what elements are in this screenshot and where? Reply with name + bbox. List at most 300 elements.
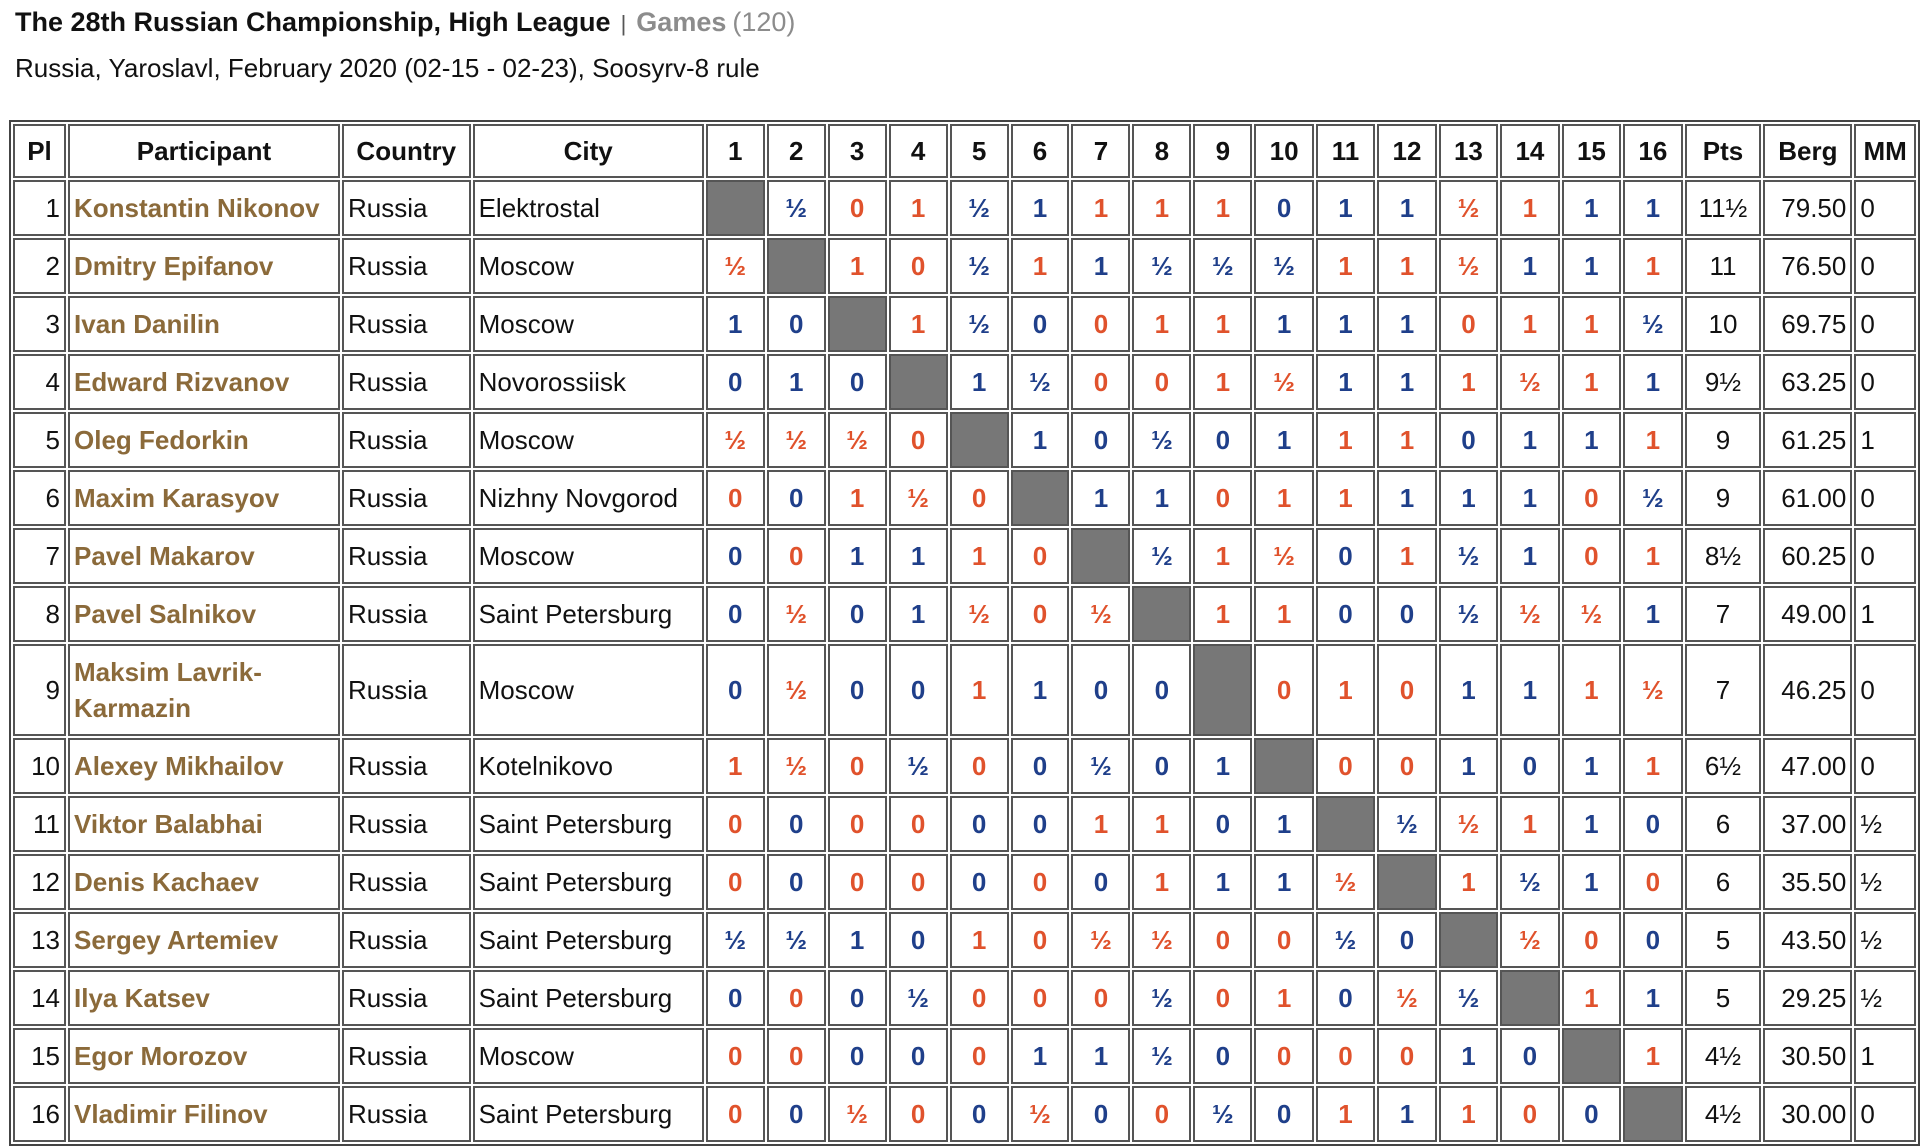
game-result-link[interactable]: 1 — [1032, 250, 1048, 281]
game-result-link[interactable]: 0 — [1584, 482, 1599, 513]
game-result-link[interactable]: 0 — [1399, 750, 1415, 781]
game-result-link[interactable]: ½ — [1273, 250, 1295, 281]
game-result-link[interactable]: 0 — [788, 1040, 804, 1071]
game-result-link[interactable]: 1 — [1215, 540, 1231, 571]
game-result-link[interactable]: 0 — [1093, 866, 1109, 897]
game-result-link[interactable]: 0 — [1032, 750, 1048, 781]
game-result-link[interactable]: 1 — [1154, 308, 1170, 339]
game-result-link[interactable]: 0 — [788, 308, 804, 339]
result-cell — [706, 528, 765, 584]
game-result-link[interactable]: 1 — [1399, 366, 1415, 397]
game-result-link[interactable]: 1 — [971, 366, 987, 397]
game-result-link[interactable]: 0 — [910, 674, 926, 705]
game-result-link[interactable]: 1 — [1645, 366, 1661, 397]
game-result-link[interactable]: ½ — [1151, 924, 1173, 955]
game-result-link[interactable]: 1 — [849, 540, 865, 571]
game-result-link[interactable]: 1 — [1215, 192, 1231, 223]
game-result-link[interactable]: 0 — [788, 808, 804, 839]
game-result-link[interactable]: 1 — [1645, 1040, 1661, 1071]
game-result-link[interactable]: 1 — [1276, 482, 1292, 513]
game-result-link[interactable]: ½ — [968, 598, 990, 629]
game-result-link[interactable]: ½ — [968, 308, 990, 339]
game-result-link[interactable]: 1 — [1645, 750, 1661, 781]
game-result-link[interactable]: 1 — [1522, 808, 1538, 839]
berger-cell: 30.50 — [1763, 1028, 1852, 1084]
result-cell — [1562, 644, 1621, 736]
game-result-link[interactable]: 0 — [910, 1040, 926, 1071]
game-result-link[interactable]: 0 — [849, 366, 865, 397]
result-cell — [1439, 412, 1498, 468]
game-result-link[interactable]: 0 — [1032, 982, 1048, 1013]
game-result-link[interactable]: 0 — [728, 866, 743, 897]
game-result-link[interactable]: 1 — [728, 750, 743, 781]
participant-link[interactable]: Viktor Balabhai — [74, 809, 263, 839]
participant-link[interactable]: Maxim Karasyov — [74, 483, 280, 513]
game-result-link[interactable]: ½ — [1151, 424, 1173, 455]
game-result-link[interactable]: 1 — [1461, 1040, 1476, 1071]
city-cell: Kotelnikovo — [473, 738, 704, 794]
game-result-link[interactable]: 1 — [1584, 366, 1599, 397]
result-cell — [889, 912, 948, 968]
game-result-link[interactable]: ½ — [1457, 982, 1480, 1013]
game-result-link[interactable]: ½ — [968, 250, 990, 281]
game-result-link[interactable]: 0 — [728, 540, 743, 571]
game-result-link[interactable]: ½ — [1334, 866, 1357, 897]
game-result-link[interactable]: ½ — [1642, 674, 1664, 705]
game-result-link[interactable]: ½ — [785, 598, 808, 629]
game-result-link[interactable]: ½ — [1090, 750, 1112, 781]
participant-link[interactable]: Ivan Danilin — [74, 309, 220, 339]
game-result-link[interactable]: 1 — [1522, 250, 1538, 281]
game-result-link[interactable]: 1 — [1093, 192, 1109, 223]
game-result-link[interactable]: 1 — [1154, 482, 1170, 513]
game-result-link[interactable]: 0 — [971, 808, 987, 839]
game-result-link[interactable]: 1 — [788, 366, 804, 397]
table-row — [13, 1086, 1916, 1142]
games-link[interactable]: Games — [636, 7, 727, 37]
game-result-link[interactable]: ½ — [1396, 982, 1418, 1013]
game-result-link[interactable]: 1 — [1645, 598, 1661, 629]
game-result-link[interactable]: 1 — [1338, 308, 1353, 339]
game-result-link[interactable]: 1 — [1276, 308, 1292, 339]
game-result-link[interactable]: 0 — [1032, 808, 1048, 839]
game-result-link[interactable]: ½ — [1519, 598, 1541, 629]
result-cell — [1623, 796, 1682, 852]
game-result-link[interactable]: 0 — [1338, 1040, 1353, 1071]
game-result-link[interactable]: 0 — [728, 1098, 743, 1129]
participant-link[interactable]: Maksim Lavrik-Karmazin — [74, 657, 262, 723]
mm-cell: 1 — [1854, 586, 1916, 642]
game-result-link[interactable]: ½ — [1642, 482, 1664, 513]
game-result-link[interactable]: 1 — [1584, 308, 1599, 339]
game-result-link[interactable]: 1 — [1338, 674, 1353, 705]
participant-link[interactable]: Pavel Makarov — [74, 541, 255, 571]
game-result-link[interactable]: ½ — [1029, 1098, 1051, 1129]
game-result-link[interactable]: 0 — [1338, 982, 1353, 1013]
game-result-link[interactable]: 1 — [1276, 598, 1292, 629]
game-result-link[interactable]: 0 — [788, 1098, 804, 1129]
game-result-link[interactable]: 1 — [971, 674, 987, 705]
game-result-link[interactable]: 0 — [788, 482, 804, 513]
game-result-link[interactable]: ½ — [1457, 192, 1480, 223]
game-result-link[interactable]: 0 — [1522, 1098, 1538, 1129]
game-result-link[interactable]: 1 — [1584, 750, 1599, 781]
result-cell — [1439, 470, 1498, 526]
game-result-link[interactable]: 0 — [1032, 598, 1048, 629]
game-result-link[interactable]: 1 — [910, 192, 926, 223]
game-result-link[interactable]: ½ — [968, 192, 990, 223]
game-result-link[interactable]: 1 — [1461, 674, 1476, 705]
participant-link[interactable]: Vladimir Filinov — [74, 1099, 268, 1129]
game-result-link[interactable]: 1 — [1093, 1040, 1109, 1071]
participant-link[interactable]: Edward Rizvanov — [74, 367, 290, 397]
game-result-link[interactable]: 0 — [728, 598, 743, 629]
game-result-link[interactable]: 0 — [788, 866, 804, 897]
game-result-link[interactable]: 1 — [1461, 482, 1476, 513]
result-cell — [1254, 912, 1313, 968]
participant-link[interactable]: Oleg Fedorkin — [74, 425, 249, 455]
game-result-link[interactable]: 0 — [1154, 1098, 1170, 1129]
game-result-link[interactable]: 1 — [910, 540, 926, 571]
game-result-link[interactable]: ½ — [1151, 1040, 1173, 1071]
game-result-link[interactable]: 0 — [1215, 424, 1231, 455]
game-result-link[interactable]: 0 — [728, 1040, 743, 1071]
game-result-link[interactable]: 0 — [1276, 924, 1292, 955]
game-result-link[interactable]: ½ — [785, 924, 808, 955]
game-result-link[interactable]: 1 — [1399, 192, 1415, 223]
game-result-link[interactable]: ½ — [1519, 366, 1541, 397]
game-result-link[interactable]: 1 — [1338, 250, 1353, 281]
game-result-link[interactable]: ½ — [1151, 982, 1173, 1013]
game-result-link[interactable]: 0 — [1276, 192, 1292, 223]
game-result-link[interactable]: 0 — [849, 192, 865, 223]
result-cell — [828, 738, 887, 794]
participant-link[interactable]: Dmitry Epifanov — [74, 251, 274, 281]
result-cell — [1500, 738, 1559, 794]
game-result-link[interactable]: ½ — [724, 424, 747, 455]
berger-cell: 76.50 — [1763, 238, 1852, 294]
participant-cell — [68, 528, 340, 584]
game-result-link[interactable]: 1 — [1215, 750, 1231, 781]
participant-link[interactable]: Alexey Mikhailov — [74, 751, 284, 781]
result-cell — [767, 854, 826, 910]
game-result-link[interactable]: 0 — [849, 982, 865, 1013]
participant-link[interactable]: Egor Morozov — [74, 1041, 248, 1071]
game-result-link[interactable]: 1 — [1461, 1098, 1476, 1129]
game-result-link[interactable]: 1 — [1032, 674, 1048, 705]
game-result-link[interactable]: ½ — [907, 750, 929, 781]
game-result-link[interactable]: 0 — [1399, 1040, 1415, 1071]
game-result-link[interactable]: 0 — [1154, 750, 1170, 781]
game-result-link[interactable]: 1 — [1338, 1098, 1353, 1129]
game-result-link[interactable]: 0 — [1154, 366, 1170, 397]
game-result-link[interactable]: 0 — [849, 866, 865, 897]
game-result-link[interactable]: 0 — [728, 366, 743, 397]
game-result-link[interactable]: 1 — [1461, 366, 1476, 397]
game-result-link[interactable]: ½ — [1273, 366, 1295, 397]
game-result-link[interactable]: ½ — [785, 192, 808, 223]
game-result-link[interactable]: 1 — [1645, 982, 1661, 1013]
game-result-link[interactable]: 0 — [971, 866, 987, 897]
game-result-link[interactable]: 1 — [1461, 750, 1476, 781]
game-result-link[interactable]: 1 — [1276, 982, 1292, 1013]
game-result-link[interactable]: 0 — [971, 750, 987, 781]
participant-link[interactable]: Ilya Katsev — [74, 983, 210, 1013]
self-cell — [950, 412, 1009, 468]
game-result-link[interactable]: 1 — [1584, 192, 1599, 223]
game-result-link[interactable]: 1 — [1584, 866, 1599, 897]
game-result-link[interactable]: 0 — [910, 924, 926, 955]
game-result-link[interactable]: 1 — [1645, 540, 1661, 571]
game-result-link[interactable]: 1 — [1399, 250, 1415, 281]
game-result-link[interactable]: 1 — [1276, 808, 1292, 839]
game-result-link[interactable]: 1 — [1645, 424, 1661, 455]
game-result-link[interactable]: ½ — [1457, 808, 1480, 839]
game-result-link[interactable]: 1 — [1645, 192, 1661, 223]
game-result-link[interactable]: 0 — [1399, 674, 1415, 705]
game-result-link[interactable]: 0 — [1645, 866, 1661, 897]
result-cell — [767, 354, 826, 410]
place-cell: 5 — [13, 412, 66, 468]
game-result-link[interactable]: 1 — [1093, 808, 1109, 839]
game-result-link[interactable]: 1 — [1522, 540, 1538, 571]
game-result-link[interactable]: ½ — [907, 482, 929, 513]
game-result-link[interactable]: 0 — [1093, 674, 1109, 705]
game-result-link[interactable]: 1 — [1032, 1040, 1048, 1071]
game-result-link[interactable]: 0 — [849, 1040, 865, 1071]
game-result-link[interactable]: 1 — [1584, 424, 1599, 455]
berger-cell: 43.50 — [1763, 912, 1852, 968]
game-result-link[interactable]: 0 — [1215, 808, 1231, 839]
game-result-link[interactable]: 1 — [1522, 192, 1538, 223]
participant-cell — [68, 970, 340, 1026]
participant-link[interactable]: Denis Kachaev — [74, 867, 259, 897]
game-result-link[interactable]: ½ — [1212, 250, 1234, 281]
result-cell — [1071, 738, 1130, 794]
game-result-link[interactable]: 1 — [1522, 674, 1538, 705]
game-result-link[interactable]: ½ — [1090, 924, 1112, 955]
game-result-link[interactable]: 0 — [1215, 482, 1231, 513]
game-result-link[interactable]: 1 — [1215, 308, 1231, 339]
city-cell: Moscow — [473, 412, 704, 468]
game-result-link[interactable]: 0 — [1645, 924, 1661, 955]
city-cell: Elektrostal — [473, 180, 704, 236]
game-result-link[interactable]: 0 — [1154, 674, 1170, 705]
game-result-link[interactable]: ½ — [1457, 540, 1480, 571]
game-result-link[interactable]: ½ — [785, 674, 808, 705]
game-result-link[interactable]: 1 — [849, 924, 865, 955]
game-result-link[interactable]: ½ — [1580, 598, 1603, 629]
game-result-link[interactable]: 1 — [1522, 424, 1538, 455]
result-cell — [950, 970, 1009, 1026]
game-result-link[interactable]: ½ — [1457, 598, 1480, 629]
participant-cell — [68, 644, 340, 736]
game-result-link[interactable]: 1 — [910, 308, 926, 339]
game-result-link[interactable]: 1 — [910, 598, 926, 629]
game-result-link[interactable]: 1 — [1399, 482, 1415, 513]
game-result-link[interactable]: 1 — [1093, 250, 1109, 281]
game-result-link[interactable]: ½ — [1334, 924, 1357, 955]
column-header: MM — [1854, 124, 1916, 178]
game-result-link[interactable]: 1 — [1584, 250, 1599, 281]
game-result-link[interactable]: 0 — [1093, 366, 1109, 397]
game-result-link[interactable]: 1 — [971, 924, 987, 955]
game-result-link[interactable]: ½ — [785, 750, 808, 781]
game-result-link[interactable]: 0 — [1032, 308, 1048, 339]
game-result-link[interactable]: 0 — [910, 250, 926, 281]
game-result-link[interactable]: 0 — [1276, 1040, 1292, 1071]
participant-link[interactable]: Sergey Artemiev — [74, 925, 279, 955]
game-result-link[interactable]: 0 — [728, 674, 743, 705]
game-result-link[interactable]: 0 — [1215, 1040, 1231, 1071]
game-result-link[interactable]: 1 — [1399, 308, 1415, 339]
game-result-link[interactable]: ½ — [724, 924, 747, 955]
country-cell: Russia — [342, 296, 471, 352]
game-result-link[interactable]: ½ — [1642, 308, 1664, 339]
game-result-link[interactable]: 1 — [1032, 424, 1048, 455]
place-cell: 10 — [13, 738, 66, 794]
result-cell — [767, 1028, 826, 1084]
game-result-link[interactable]: 1 — [1215, 866, 1231, 897]
game-result-link[interactable]: 0 — [1399, 598, 1415, 629]
game-result-link[interactable]: ½ — [1273, 540, 1295, 571]
game-result-link[interactable]: ½ — [1212, 1098, 1234, 1129]
game-result-link[interactable]: 0 — [971, 1098, 987, 1129]
game-result-link[interactable]: 1 — [1032, 192, 1048, 223]
place-cell: 4 — [13, 354, 66, 410]
game-result-link[interactable]: ½ — [1151, 250, 1173, 281]
game-result-link[interactable]: 1 — [1522, 308, 1538, 339]
game-result-link[interactable]: ½ — [1457, 250, 1480, 281]
game-result-link[interactable]: ½ — [1519, 924, 1541, 955]
game-result-link[interactable]: ½ — [1090, 598, 1112, 629]
game-result-link[interactable]: 0 — [1584, 1098, 1599, 1129]
game-result-link[interactable]: 0 — [849, 750, 865, 781]
points-cell: 11 — [1685, 238, 1762, 294]
game-result-link[interactable]: 1 — [1399, 1098, 1415, 1129]
game-result-link[interactable]: 1 — [1154, 866, 1170, 897]
game-result-link[interactable]: 0 — [1093, 1098, 1109, 1129]
game-result-link[interactable]: 0 — [728, 482, 743, 513]
game-result-link[interactable]: ½ — [846, 1098, 868, 1129]
result-cell — [767, 1086, 826, 1142]
game-result-link[interactable]: 0 — [728, 982, 743, 1013]
game-result-link[interactable]: ½ — [846, 424, 868, 455]
game-result-link[interactable]: 0 — [1461, 424, 1476, 455]
game-result-link[interactable]: 1 — [1338, 424, 1353, 455]
participant-link[interactable]: Pavel Salnikov — [74, 599, 257, 629]
game-result-link[interactable]: 1 — [1338, 192, 1353, 223]
result-cell — [950, 238, 1009, 294]
game-result-link[interactable]: 0 — [910, 808, 926, 839]
game-result-link[interactable]: 1 — [1338, 482, 1353, 513]
game-result-link[interactable]: 0 — [788, 982, 804, 1013]
game-result-link[interactable]: ½ — [724, 250, 747, 281]
game-result-link[interactable]: 1 — [1399, 424, 1415, 455]
result-cell — [1071, 644, 1130, 736]
game-result-link[interactable]: 0 — [1338, 598, 1353, 629]
game-result-link[interactable]: 0 — [1093, 424, 1109, 455]
game-result-link[interactable]: 0 — [971, 482, 987, 513]
game-result-link[interactable]: 1 — [1584, 808, 1599, 839]
game-result-link[interactable]: 1 — [971, 540, 987, 571]
game-result-link[interactable]: 0 — [1032, 924, 1048, 955]
game-result-link[interactable]: 1 — [849, 482, 865, 513]
game-result-link[interactable]: 1 — [1399, 540, 1415, 571]
game-result-link[interactable]: 0 — [971, 982, 987, 1013]
game-result-link[interactable]: ½ — [785, 424, 808, 455]
result-cell — [1071, 296, 1130, 352]
game-result-link[interactable]: 0 — [1522, 1040, 1538, 1071]
game-result-link[interactable]: 1 — [849, 250, 865, 281]
game-result-link[interactable]: 1 — [1093, 482, 1109, 513]
game-result-link[interactable]: 0 — [1276, 1098, 1292, 1129]
game-result-link[interactable]: 1 — [1522, 482, 1538, 513]
result-cell — [1132, 180, 1191, 236]
game-result-link[interactable]: 1 — [1584, 674, 1599, 705]
game-result-link[interactable]: 1 — [1215, 598, 1231, 629]
game-result-link[interactable]: ½ — [1396, 808, 1418, 839]
game-result-link[interactable]: 0 — [1584, 924, 1599, 955]
game-result-link[interactable]: 0 — [1276, 674, 1292, 705]
points-cell: 10 — [1685, 296, 1762, 352]
game-result-link[interactable]: 1 — [1338, 366, 1353, 397]
game-result-link[interactable]: 0 — [1215, 924, 1231, 955]
result-cell — [1377, 470, 1436, 526]
result-cell — [1071, 470, 1130, 526]
game-result-link[interactable]: ½ — [1151, 540, 1173, 571]
game-result-link[interactable]: 0 — [1338, 750, 1353, 781]
game-result-link[interactable]: 1 — [1154, 192, 1170, 223]
city-cell: Saint Petersburg — [473, 1086, 704, 1142]
game-result-link[interactable]: 1 — [1461, 866, 1476, 897]
game-result-link[interactable]: 0 — [728, 808, 743, 839]
game-result-link[interactable]: 1 — [1584, 982, 1599, 1013]
game-result-link[interactable]: 1 — [1215, 366, 1231, 397]
game-result-link[interactable]: 0 — [1522, 750, 1538, 781]
game-result-link[interactable]: 0 — [1032, 866, 1048, 897]
game-result-link[interactable]: 0 — [1215, 982, 1231, 1013]
game-result-link[interactable]: 0 — [1461, 308, 1476, 339]
game-result-link[interactable]: ½ — [1029, 366, 1051, 397]
game-result-link[interactable]: 0 — [1093, 982, 1109, 1013]
game-result-link[interactable]: ½ — [907, 982, 929, 1013]
game-result-link[interactable]: 1 — [1154, 808, 1170, 839]
column-header: 6 — [1011, 124, 1070, 178]
game-result-link[interactable]: 0 — [1093, 308, 1109, 339]
game-result-link[interactable]: 0 — [910, 1098, 926, 1129]
game-result-link[interactable]: 0 — [849, 808, 865, 839]
game-result-link[interactable]: 0 — [788, 540, 804, 571]
game-result-link[interactable]: 1 — [728, 308, 743, 339]
game-result-link[interactable]: 1 — [1276, 866, 1292, 897]
self-cell — [1193, 644, 1252, 736]
game-result-link[interactable]: 0 — [1584, 540, 1599, 571]
game-result-link[interactable]: 1 — [1645, 250, 1661, 281]
game-result-link[interactable]: 0 — [910, 424, 926, 455]
game-result-link[interactable]: 1 — [1276, 424, 1292, 455]
game-result-link[interactable]: 0 — [971, 1040, 987, 1071]
game-result-link[interactable]: 0 — [1338, 540, 1353, 571]
game-result-link[interactable]: 0 — [849, 674, 865, 705]
game-result-link[interactable]: 0 — [910, 866, 926, 897]
game-result-link[interactable]: 0 — [1399, 924, 1415, 955]
game-result-link[interactable]: ½ — [1519, 866, 1541, 897]
game-result-link[interactable]: 0 — [1032, 540, 1048, 571]
game-result-link[interactable]: 0 — [1645, 808, 1661, 839]
game-result-link[interactable]: 0 — [849, 598, 865, 629]
participant-link[interactable]: Konstantin Nikonov — [74, 193, 320, 223]
